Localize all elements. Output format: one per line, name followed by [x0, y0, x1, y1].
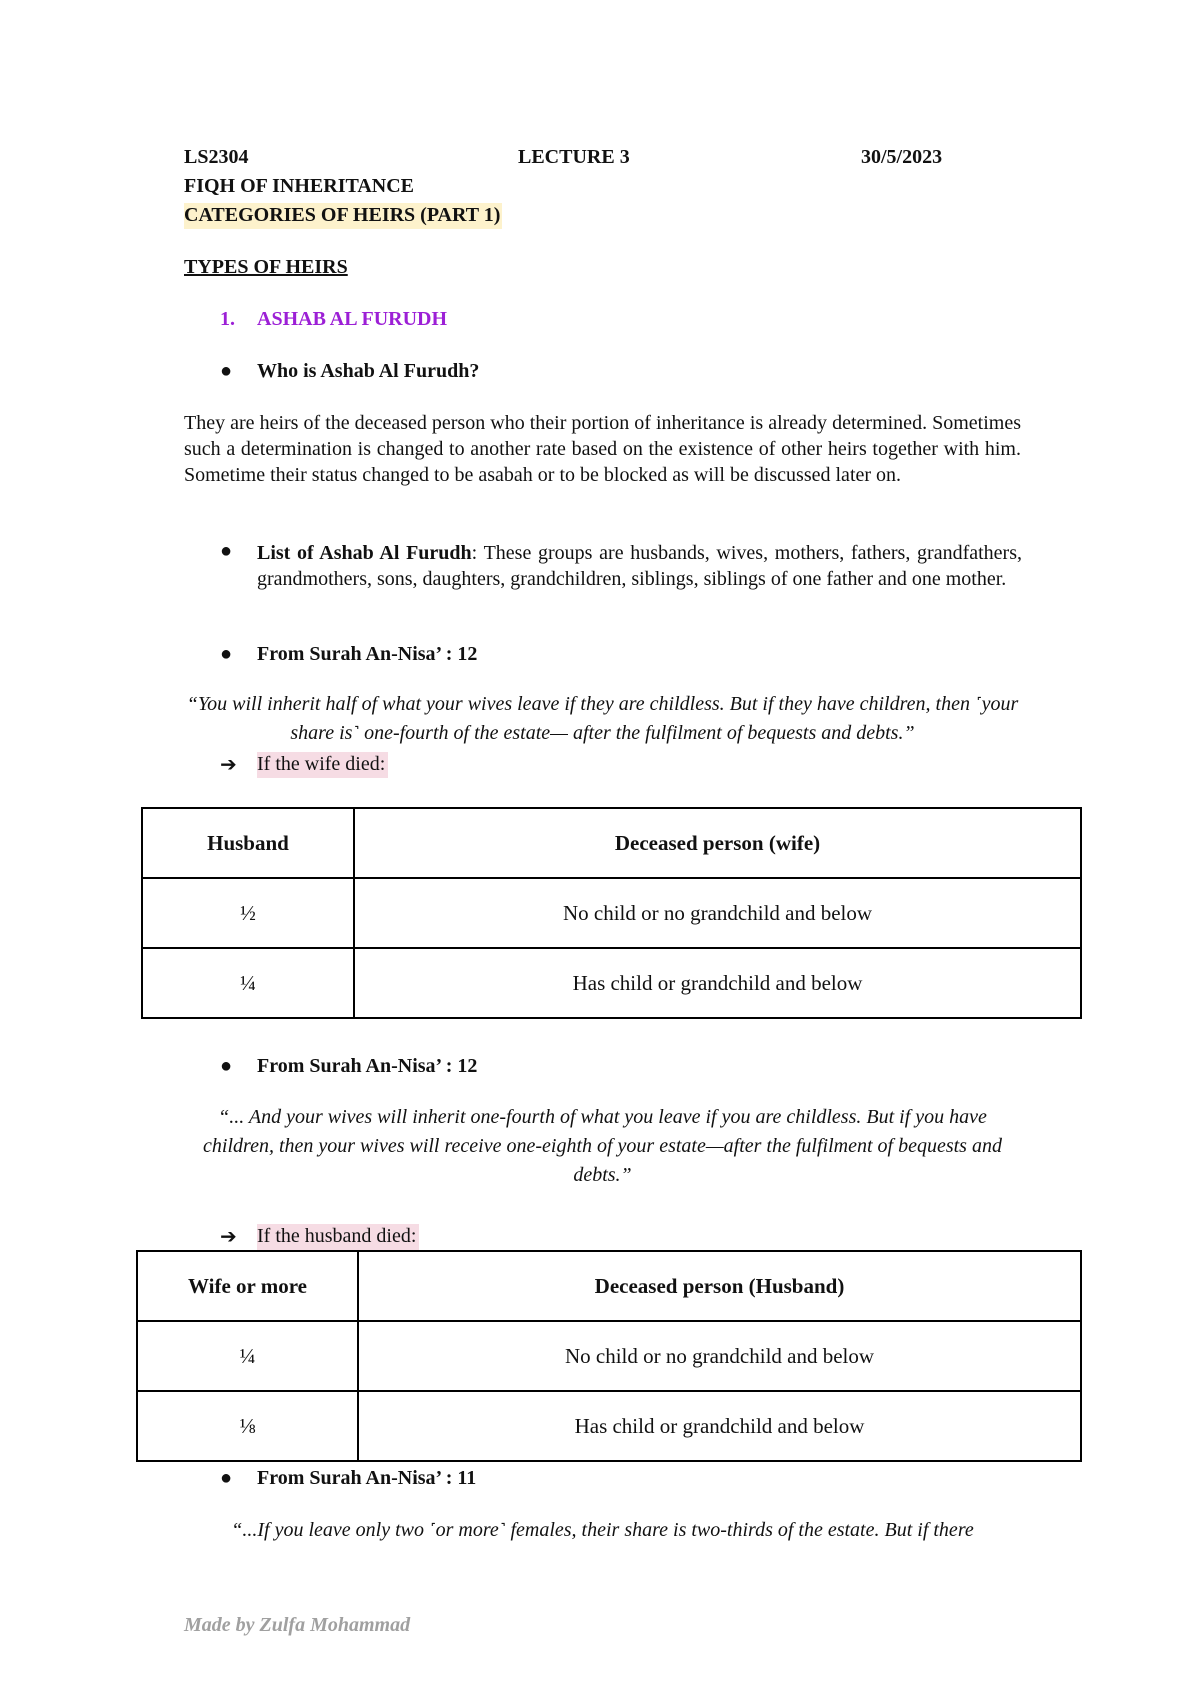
table-header-row	[137, 1251, 1081, 1321]
item-title: ASHAB AL FURUDH	[257, 308, 448, 330]
section-title: TYPES OF HEIRS	[184, 256, 348, 278]
table-cell: ⅛	[137, 1391, 358, 1461]
table-header-cell: Deceased person (wife)	[354, 808, 1081, 878]
source-3-label: From Surah An-Nisa’ : 11	[257, 1467, 477, 1489]
definition-paragraph: They are heirs of the deceased person who their portion of inheritance is already determined. Sometimes such a determination is changed to another rate based on the existence of other heirs together with him. Sometime their status changed to be asabah or to be blocked as will be discussed later on.	[184, 412, 1021, 486]
question-label: Who is Ashab Al Furudh?	[257, 360, 480, 382]
bullet-dot-icon: ●	[220, 1467, 233, 1489]
table-cell: No child or no grandchild and below	[358, 1321, 1081, 1391]
arrow-right-icon: ➔	[220, 1226, 237, 1248]
course-code: LS2304	[184, 146, 249, 168]
table-cell: ¼	[142, 948, 354, 1018]
case-husband-label: If the husband died:	[257, 1224, 419, 1250]
table-cell: Has child or grandchild and below	[358, 1391, 1081, 1461]
bullet-dot-icon: ●	[220, 1055, 233, 1077]
table-row	[137, 1391, 1081, 1461]
list-text: : These groups are husbands, wives, mothers, fathers, grandfathers, grandmothers, sons, daughters, grandchildren, siblings, siblings of one father and one mother.	[257, 542, 1022, 590]
table-header-cell: Husband	[142, 808, 354, 878]
table-cell: Has child or grandchild and below	[354, 948, 1081, 1018]
bullet-dot-icon: ●	[220, 643, 233, 665]
lecture-label: LECTURE 3	[518, 146, 630, 168]
table-header-cell: Wife or more	[137, 1251, 358, 1321]
source-1-quote: “You will inherit half of what your wives leave if they are childless. But if they have children, then ˹your share is˺ one-fourth of the estate— after the fulfilment of bequests and debts.”	[186, 693, 1019, 744]
case-wife-label: If the wife died:	[257, 752, 388, 778]
list-label: List of Ashab Al Furudh	[257, 542, 472, 564]
bullet-dot-icon: ●	[220, 360, 233, 382]
table-row	[142, 948, 1081, 1018]
case-husband-died	[220, 1224, 417, 1249]
source-1-label: From Surah An-Nisa’ : 12	[257, 643, 478, 665]
list-paragraph	[257, 540, 1022, 592]
table-row	[137, 1321, 1081, 1391]
husband-share-table	[141, 807, 1082, 1019]
source-2-quote: “... And your wives will inherit one-fourth of what you leave if you are childless. But if you have children, then your wives will receive one-eighth of your estate—after the fulfilment of bequests and debts.”	[203, 1106, 1002, 1186]
table-header-row	[142, 808, 1081, 878]
table-cell: ½	[142, 878, 354, 948]
subject-title: FIQH OF INHERITANCE	[184, 175, 415, 197]
source-2-label: From Surah An-Nisa’ : 12	[257, 1055, 478, 1077]
footer-credit: Made by Zulfa Mohammad	[184, 1614, 411, 1636]
table-header-cell: Deceased person (Husband)	[358, 1251, 1081, 1321]
wife-share-table	[136, 1250, 1082, 1462]
bullet-dot-icon: ●	[220, 540, 233, 562]
table-cell: No child or no grandchild and below	[354, 878, 1081, 948]
item-number: 1.	[220, 308, 235, 330]
topic-title: CATEGORIES OF HEIRS (PART 1)	[184, 203, 502, 229]
case-wife-died	[220, 752, 386, 777]
table-cell: ¼	[137, 1321, 358, 1391]
arrow-right-icon: ➔	[220, 754, 237, 776]
lecture-date: 30/5/2023	[861, 146, 943, 168]
source-3-quote: “...If you leave only two ˹or more˺ females, their share is two-thirds of the estate. But if there	[231, 1519, 974, 1541]
table-row	[142, 878, 1081, 948]
